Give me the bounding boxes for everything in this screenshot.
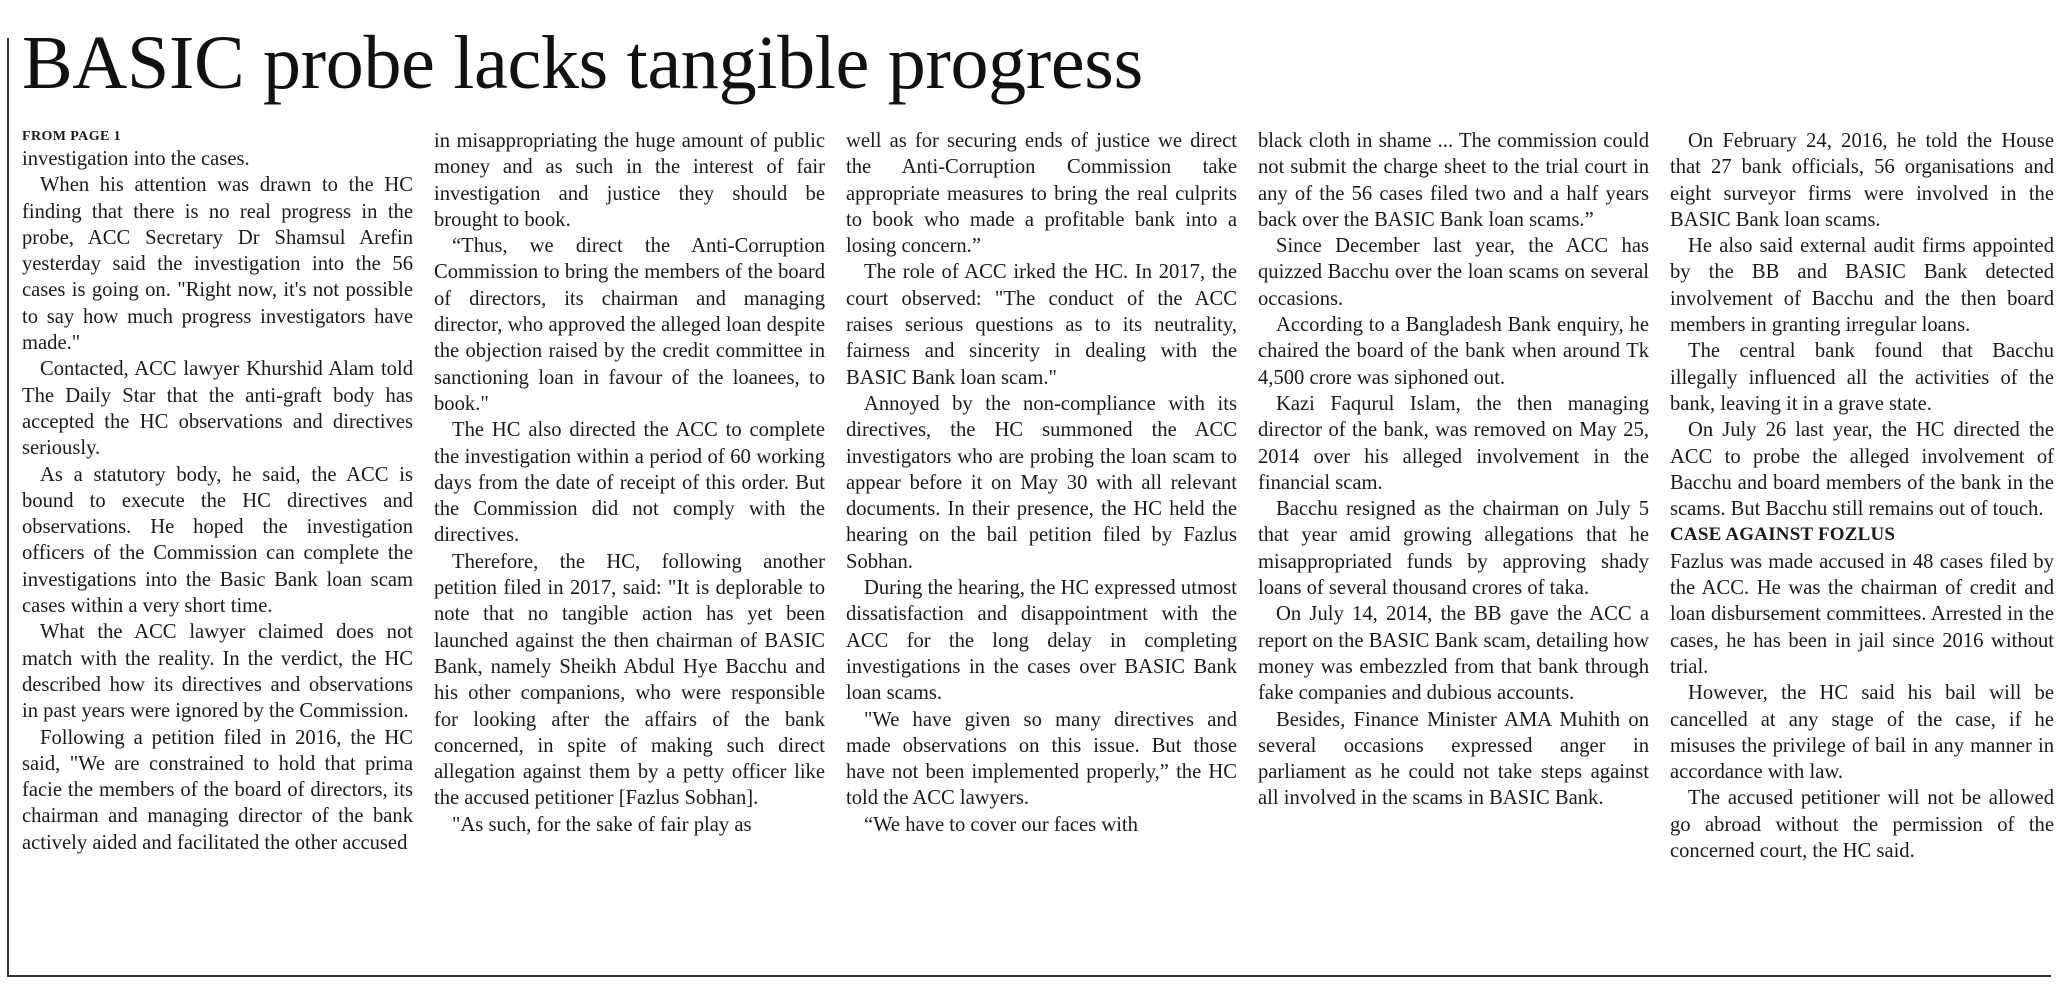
paragraph: The role of ACC irked the HC. In 2017, the court observed: "The conduct of the ACC raises serious questions as to its neutrality, fairness and sincerity in dealing with the BASIC Bank loan scam." — [846, 261, 1237, 389]
article-column-2 — [434, 128, 825, 838]
paragraph: According to a Bangladesh Bank enquiry, he chaired the board of the bank when around Tk 4,500 crore was siphoned out. — [1258, 314, 1649, 389]
paragraph: What the ACC lawyer claimed does not match with the reality. In the verdict, the HC described how its directives and observations in past years were ignored by the Commission. — [22, 621, 413, 723]
paragraph: On July 14, 2014, the BB gave the ACC a report on the BASIC Bank scam, detailing how money was embezzled from that bank through fake companies and dubious accounts. — [1258, 603, 1649, 705]
paragraph: He also said external audit firms appointed by the BB and BASIC Bank detected involvement of Bacchu and the then board members in granting irregular loans. — [1670, 235, 2054, 337]
paragraph: Annoyed by the non-compliance with its directives, the HC summoned the ACC investigators who are probing the loan scam to appear before it on May 30 with all relevant documents. In their presence, the HC held the hearing on the bail petition filed by Fazlus Sobhan. — [846, 392, 1237, 573]
paragraph: "As such, for the sake of fair play as — [452, 813, 752, 836]
left-column-rule — [7, 38, 9, 975]
paragraph: Since December last year, the ACC has quizzed Bacchu over the loan scams on several occasions. — [1258, 235, 1649, 310]
paragraph: Therefore, the HC, following another petition filed in 2017, said: "It is deplorable to note that no tangible action has yet been launched against the then chairman of BASIC Bank, namely Sheikh Abdul Hye Bacchu and his other companions, who were responsible for looking after the affairs of the bank concerned, in spite of making such direct allegation against them by a petty officer like the accused petitioner [Fazlus Sobhan]. — [434, 550, 825, 810]
jump-label: FROM PAGE 1 — [22, 129, 122, 144]
paragraph: On July 26 last year, the HC directed the ACC to probe the alleged involvement of Bacchu and board members of the bank in the scams. But Bacchu still remains out of touch. — [1670, 419, 2054, 521]
article-body — [22, 128, 2052, 973]
article-column-5 — [1670, 128, 2054, 864]
paragraph: On February 24, 2016, he told the House that 27 bank officials, 56 organisations and eight surveyor firms were involved in the BASIC Bank loan scams. — [1670, 130, 2054, 231]
paragraph: However, the HC said his bail will be cancelled at any stage of the case, if he misuses the privilege of bail in any manner in accordance with law. — [1670, 682, 2054, 784]
paragraph: The central bank found that Bacchu illegally influenced all the activities of the bank, leaving it in a grave state. — [1670, 340, 2054, 415]
subheading: CASE AGAINST FOZLUS — [1670, 524, 1896, 546]
article-column-1 — [22, 128, 413, 856]
paragraph: well as for securing ends of justice we direct the Anti-Corruption Commission take appropriate measures to bring the real culprits to book who made a profitable bank into a losing concern.” — [846, 130, 1237, 258]
paragraph: “Thus, we direct the Anti-Corruption Commission to bring the members of the board of directors, its chairman and managing director, who approved the alleged loan despite the objection raised by the credit committee in sanctioning loan in favour of the loanees, to book." — [434, 235, 825, 415]
paragraph: The accused petitioner will not be allowed go abroad without the permission of the concerned court, the HC said. — [1670, 787, 2054, 863]
paragraph: Besides, Finance Minister AMA Muhith on several occasions expressed anger in parliament as he could not take steps against all involved in the scams in BASIC Bank. — [1258, 708, 1649, 810]
headline: BASIC probe lacks tangible progress — [22, 21, 1143, 105]
paragraph: Kazi Faqurul Islam, the then managing director of the bank, was removed on May 25, 2014 over his alleged involvement in the financial scam. — [1258, 392, 1649, 494]
paragraph: Contacted, ACC lawyer Khurshid Alam told The Daily Star that the anti-graft body has accepted the HC observations and directives seriously. — [22, 358, 413, 460]
paragraph: During the hearing, the HC expressed utmost dissatisfaction and disappointment with the ACC for the long delay in completing investigations in the cases over BASIC Bank loan scams. — [846, 577, 1237, 705]
paragraph: When his attention was drawn to the HC finding that there is no real progress in the probe, ACC Secretary Dr Shamsul Arefin yesterday said the investigation into the 56 cases is going on. "Right now, it's not possible to say how much progress investigators have made." — [22, 174, 413, 355]
paragraph: As a statutory body, he said, the ACC is bound to execute the HC directives and observations. He hoped the investigation officers of the Commission can complete the investigations into the Basic Bank loan scam cases within a very short time. — [22, 463, 413, 618]
bottom-rule — [7, 975, 2051, 977]
paragraph: Following a petition filed in 2016, the HC said, "We are constrained to hold that prima facie the members of the board of directors, its chairman and managing director of the bank actively aided and facilitated the other accused — [22, 726, 413, 854]
paragraph: "We have given so many directives and made observations on this issue. But those have not been implemented properly,” the HC told the ACC lawyers. — [846, 708, 1237, 810]
paragraph: The HC also directed the ACC to complete the investigation within a period of 60 working days from the date of receipt of this order. But the Commission did not comply with the directives. — [434, 419, 825, 547]
paragraph: Bacchu resigned as the chairman on July 5 that year amid growing allegations that he misappropriated funds by approving shady loans of several thousand crores of taka. — [1258, 498, 1649, 600]
paragraph: investigation into the cases. — [22, 148, 250, 170]
paragraph: Fazlus was made accused in 48 cases filed by the ACC. He was the chairman of credit and loan disbursement committees. Arrested in the cases, he has been in jail since 2016 without trial. — [1670, 550, 2054, 678]
article-column-3 — [846, 128, 1237, 838]
paragraph: black cloth in shame ... The commission could not submit the charge sheet to the trial court in any of the 56 cases filed two and a half years back over the BASIC Bank loan scams.” — [1258, 130, 1649, 231]
paragraph: in misappropriating the huge amount of public money and as such in the interest of fair investigation and justice they should be brought to book. — [434, 130, 825, 231]
article-column-4 — [1258, 128, 1649, 812]
paragraph: “We have to cover our faces with — [864, 813, 1138, 836]
